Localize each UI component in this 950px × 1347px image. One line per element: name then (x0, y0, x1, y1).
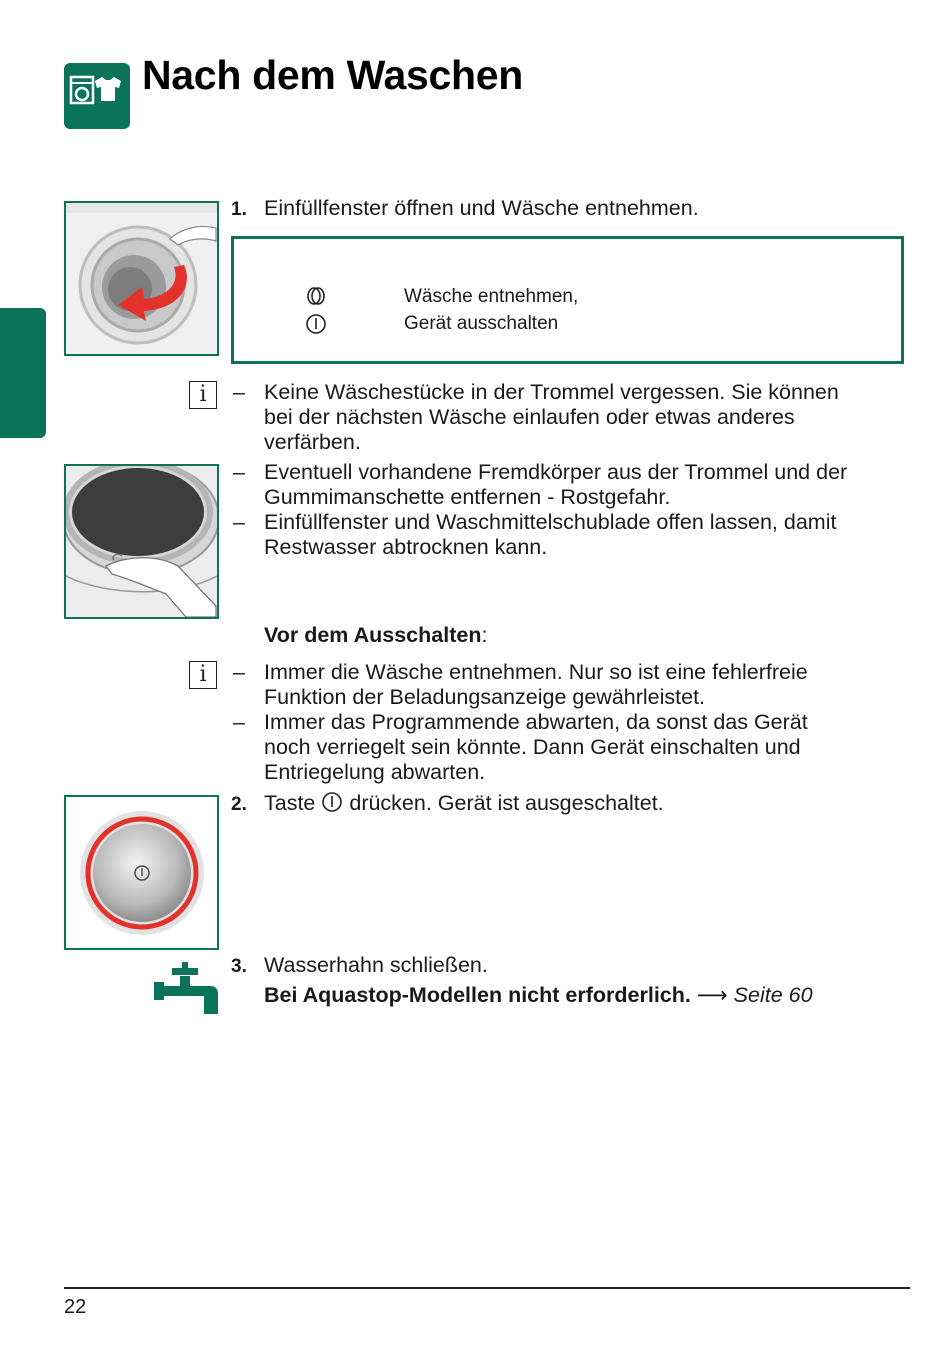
power-icon (321, 791, 343, 819)
page-reference-link[interactable]: Seite 60 (733, 983, 813, 1007)
note-item: Einfüllfenster und Waschmittelschublade offen lassen, damit Restwasser abtrocknen kann. (264, 510, 837, 559)
step-text: Taste drücken. Gerät ist ausgeschaltet. (264, 791, 664, 819)
list-dash: – (233, 660, 245, 684)
list-dash: – (233, 460, 245, 484)
section-side-tab (0, 308, 46, 438)
info-icon: i (189, 661, 217, 689)
power-icon (305, 313, 327, 340)
note-item: Immer das Programmende abwarten, da sonst das Gerät noch verriegelt sein könnte. Dann Gerät einschalten und Entriegelung abwarten. (264, 710, 808, 784)
note-item: Keine Wäschestücke in der Trommel vergessen. Sie können bei der nächsten Wäsche einlaufen oder etwas anderes verfärben. (264, 380, 839, 454)
footer-divider (64, 1287, 910, 1289)
step-number: 3. (231, 956, 247, 977)
info-icon: i (189, 381, 217, 409)
note-item: Eventuell vorhandene Fremdkörper aus der Trommel und der Gummimanschette entfernen - Rostgefahr. (264, 460, 848, 509)
display-text: Gerät ausschalten (404, 313, 559, 334)
aquastop-note: Bei Aquastop-Modellen nicht erforderlich. ⟶ Seite 60 (264, 983, 813, 1007)
power-button-illustration (64, 795, 219, 950)
step-number: 1. (231, 199, 247, 220)
arrow-right-icon: ⟶ (696, 983, 728, 1007)
washing-machine-shirt-icon (64, 63, 130, 129)
list-dash: – (233, 380, 245, 404)
list-dash: – (233, 710, 245, 734)
display-text: Wäsche entnehmen, (404, 286, 579, 307)
step-text: Einfüllfenster öffnen und Wäsche entnehmen. (264, 196, 699, 220)
step-text: Wasserhahn schließen. (264, 953, 488, 977)
laundry-remove-icon (305, 285, 327, 312)
page-number: 22 (64, 1296, 87, 1318)
step-number: 2. (231, 794, 247, 815)
note-item: Immer die Wäsche entnehmen. Nur so ist eine fehlerfreie Funktion der Beladungsanzeige gewährleistet. (264, 660, 808, 709)
list-dash: – (233, 510, 245, 534)
section-heading: Vor dem Ausschalten: (264, 623, 488, 647)
drum-gasket-illustration (64, 464, 219, 619)
water-tap-icon (154, 962, 220, 1023)
open-door-illustration (64, 201, 219, 356)
page-title: Nach dem Waschen (142, 52, 524, 98)
